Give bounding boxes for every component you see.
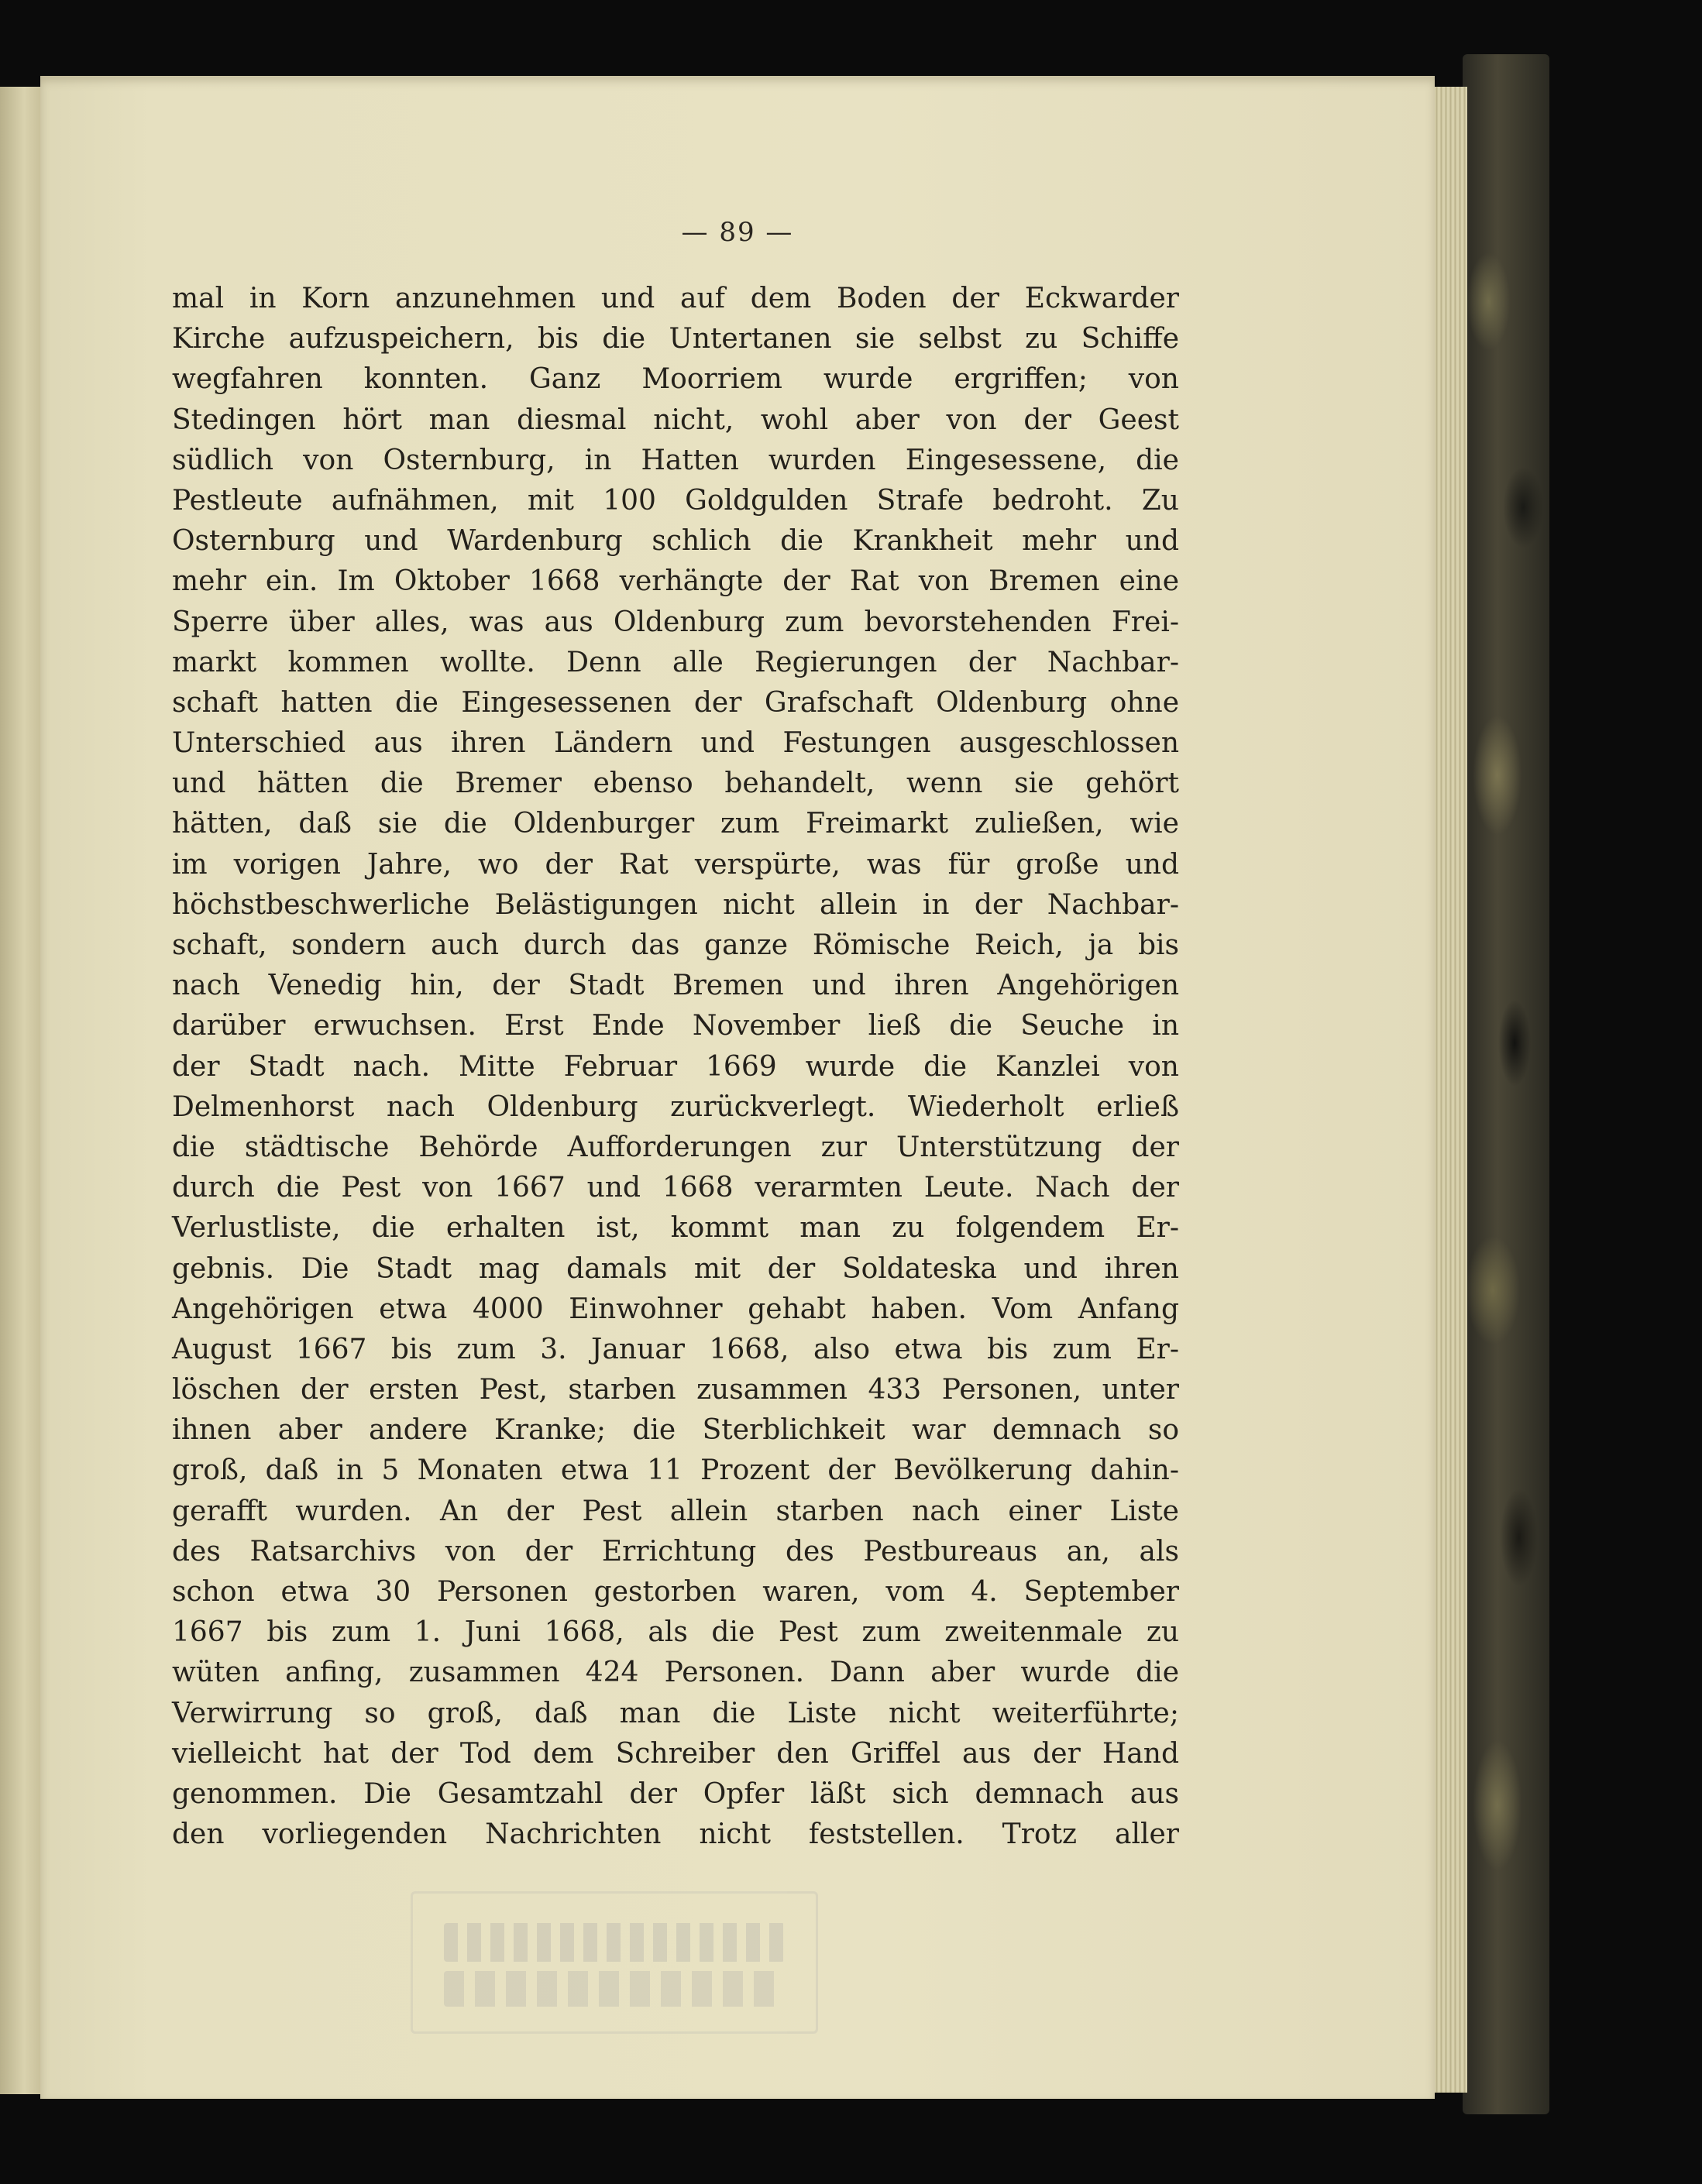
text-line: Delmenhorst nach Oldenburg zurückverlegt. Wiederholt erließ [172,1090,1179,1123]
page-number: — 89 — [681,217,794,248]
text-line: wegfahren konnten. Ganz Moorriem wurde ergriffen; von [172,363,1179,396]
text-line: gebnis. Die Stadt mag damals mit der Soldateska und ihren [172,1252,1179,1285]
body-text [172,279,1179,1855]
text-line: Sperre über alles, was aus Oldenburg zum bevorstehenden Frei- [172,606,1179,638]
text-line: wüten anfing, zusammen 424 Personen. Dann aber wurde die [172,1657,1179,1689]
stamp-mark-lower [444,1971,785,2007]
book-page [40,76,1435,2099]
marbled-cover [1463,54,1549,2114]
text-line: Unterschied aus ihren Ländern und Festungen ausgeschlossen [172,727,1179,760]
text-line: schon etwa 30 Personen gestorben waren, vom 4. September [172,1576,1179,1608]
text-line: Verlustliste, die erhalten ist, kommt man zu folgendem Er- [172,1212,1179,1245]
text-line: im vorigen Jahre, wo der Rat verspürte, was für große und [172,848,1179,881]
text-line: vielleicht hat der Tod dem Schreiber den Griffel aus der Hand [172,1737,1179,1770]
text-line: des Ratsarchivs von der Errichtung des Pestbureaus an, als [172,1535,1179,1568]
facing-page-edge [0,87,40,2094]
text-line: Verwirrung so groß, daß man die Liste nicht weiterführte; [172,1697,1179,1729]
text-line: ihnen aber andere Kranke; die Sterblichkeit war demnach so [172,1414,1179,1447]
text-line: 1667 bis zum 1. Juni 1668, als die Pest zum zweitenmale zu [172,1616,1179,1649]
stamp-mark-upper [444,1923,785,1962]
text-line: höchstbeschwerliche Belästigungen nicht allein in der Nachbar- [172,888,1179,921]
text-line: gerafft wurden. An der Pest allein starben nach einer Liste [172,1495,1179,1527]
text-line: durch die Pest von 1667 und 1668 verarmten Leute. Nach der [172,1172,1179,1204]
text-line: der Stadt nach. Mitte Februar 1669 wurde die Kanzlei von [172,1050,1179,1083]
text-line: August 1667 bis zum 3. Januar 1668, also etwa bis zum Er- [172,1333,1179,1365]
text-line: Pestleute aufnähmen, mit 100 Goldgulden Strafe bedroht. Zu [172,484,1179,517]
text-line: groß, daß in 5 Monaten etwa 11 Prozent der Bevölkerung dahin- [172,1454,1179,1487]
text-line: und hätten die Bremer ebenso behandelt, wenn sie gehört [172,767,1179,800]
text-line: genommen. Die Gesamtzahl der Opfer läßt sich demnach aus [172,1777,1179,1810]
text-line: Osternburg und Wardenburg schlich die Krankheit mehr und [172,525,1179,558]
text-line: Stedingen hört man diesmal nicht, wohl aber von der Geest [172,403,1179,436]
text-line: Kirche aufzuspeichern, bis die Untertanen sie selbst zu Schiffe [172,323,1179,355]
text-line: löschen der ersten Pest, starben zusammen 433 Personen, unter [172,1374,1179,1406]
text-line: schaft, sondern auch durch das ganze Römische Reich, ja bis [172,929,1179,961]
text-line: nach Venedig hin, der Stadt Bremen und ihren Angehörigen [172,970,1179,1002]
text-line: markt kommen wollte. Denn alle Regierungen der Nachbar- [172,646,1179,678]
text-line: die städtische Behörde Aufforderungen zur Unterstützung der [172,1131,1179,1163]
text-line: südlich von Osternburg, in Hatten wurden Eingesessene, die [172,444,1179,476]
text-line: mal in Korn anzunehmen und auf dem Boden der Eckwarder [172,283,1179,314]
library-stamp [411,1891,818,2034]
text-line: darüber erwuchsen. Erst Ende November ließ die Seuche in [172,1010,1179,1042]
text-line: hätten, daß sie die Oldenburger zum Freimarkt zuließen, wie [172,808,1179,840]
text-line: schaft hatten die Eingesessenen der Grafschaft Oldenburg ohne [172,686,1179,719]
text-line: Angehörigen etwa 4000 Einwohner gehabt haben. Vom Anfang [172,1293,1179,1325]
text-line: mehr ein. Im Oktober 1668 verhängte der Rat von Bremen eine [172,565,1179,598]
text-line: den vorliegenden Nachrichten nicht feststellen. Trotz aller [172,1818,1179,1851]
